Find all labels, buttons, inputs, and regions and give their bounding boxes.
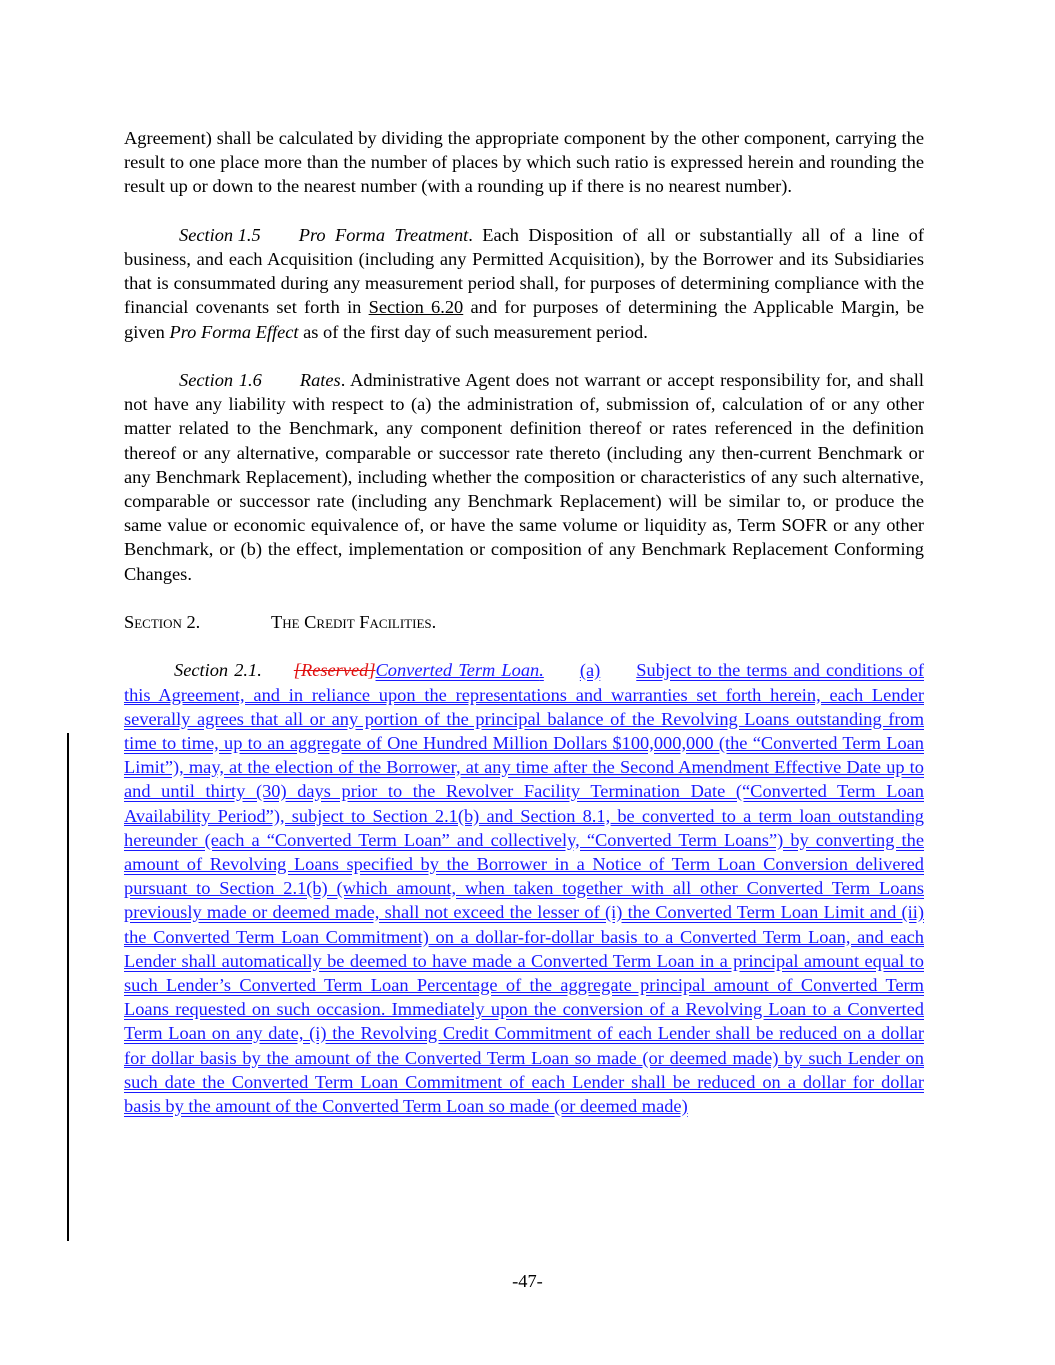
section-1-5-text-a: . Each Disposition of all or substantially all of a line of business, and each Acquisition (including any Permitted Acquisition), by the Borrower and its Subsidiaries that is consummated during any measurement period shall, for purposes of determining compliance with the financial covenants set forth in <box>124 224 924 318</box>
section-1-6-title: Rates <box>299 370 341 390</box>
inserted-section-2-1-text: Subject to the terms and conditions of this Agreement, and in reliance upon the representations and warranties set forth herein, each Lender severally agrees that all or any portion of the principal balance of the Revolving Loans outstanding from time to time, up to an aggregate of One Hundred Million Dollars $100,000,000 (the “Converted Term Loan Limit”), may, at the election of the Borrower, at any time after the Second Amendment Effective Date up to and until thirty (30) days prior to the Revolver Facility Termination Date (“Converted Term Loan Availability Period”), subject to Section 2.1(b) and Section 8.1, be converted to a term loan outstanding hereunder (each a “Converted Term Loan” and collectively, “Converted Term Loans”) by converting the amount of Revolving Loans specified by the Borrower in a Notice of Term Loan Conversion delivered pursuant to Section 2.1(b) (which amount, when taken together with all other Converted Term Loans previously made or deemed made, shall not exceed the lesser of (i) the Converted Term Loan Limit and (ii) the Converted Term Loan Commitment) on a dollar-for-dollar basis to a Converted Term Loan, and each Lender shall automatically be deemed to have made a Converted Term Loan in a principal amount equal to such Lender’s Converted Term Loan Percentage of the aggregate principal amount of Converted Term Loans requested on such occasion. Immediately upon the conversion of a Revolving Loan to a Converted Term Loan on any date, (i) the Revolving Credit Commitment of each Lender shall be reduced on a dollar for dollar basis by the amount of the Converted Term Loan so made (or deemed made) by such Lender on such date the Converted Term Loan Commitment of each Lender shall be reduced on a dollar for dollar basis by the amount of the Converted Term Loan so made (or deemed made) <box>124 660 924 1117</box>
inserted-period: . <box>539 660 544 681</box>
revision-change-bar <box>67 733 69 1241</box>
section-1-6-number: Section 1.6 <box>179 370 262 390</box>
document-page <box>124 126 924 1118</box>
section-1-5-text-c: as of the first day of such measurement period. <box>298 321 648 342</box>
section-2-heading <box>124 610 924 634</box>
pro-forma-effect-term: Pro Forma Effect <box>169 321 299 342</box>
inserted-title-converted-term-loan: Converted Term Loan <box>375 660 540 681</box>
section-1-6-text: . Administrative Agent does not warrant or accept responsibility for, and shall not have any liability with respect to (a) the administration of, submission of, calculation of or any other matter related to the Benchmark, any component definition thereof or rates referenced in the definition thereof or any alternative, comparable or successor rate thereto (including any then-current Benchmark or any Benchmark Replacement), including whether the composition or characteristics of any such alternative, comparable or successor rate (including any Benchmark Replacement) will be similar to, or produce the same value or economic equivalence of, or have the same volume or liquidity as, Term SOFR or any other Benchmark, or (b) the effect, implementation or composition of any Benchmark Replacement Conforming Changes. <box>124 370 924 584</box>
paragraph-continuation: Agreement) shall be calculated by dividing the appropriate component by the other component, carrying the result to one place more than the number of places by which such ratio is expressed herein and rounding the result up or down to the nearest number (with a rounding up if there is no nearest number). <box>124 128 924 197</box>
deleted-text-reserved: [Reserved] <box>293 660 376 681</box>
section-2-1-number: Section 2.1. <box>174 660 262 681</box>
section-1-5 <box>124 223 924 344</box>
section-2-title: The Credit Facilities. <box>271 612 437 633</box>
section-2-1 <box>124 658 924 1118</box>
page-number: -47- <box>512 1271 543 1291</box>
section-1-6 <box>124 368 924 586</box>
section-1-5-text-b: and for purposes of determining the Applicable Margin, be given <box>124 297 924 342</box>
section-1-5-number: Section 1.5 <box>179 224 261 245</box>
section-2-number: Section 2. <box>124 612 201 633</box>
section-6-20-reference: Section 6.20 <box>368 297 464 318</box>
section-1-5-title: Pro Forma Treatment <box>298 224 469 245</box>
inserted-subsection-a: (a) <box>579 660 601 681</box>
